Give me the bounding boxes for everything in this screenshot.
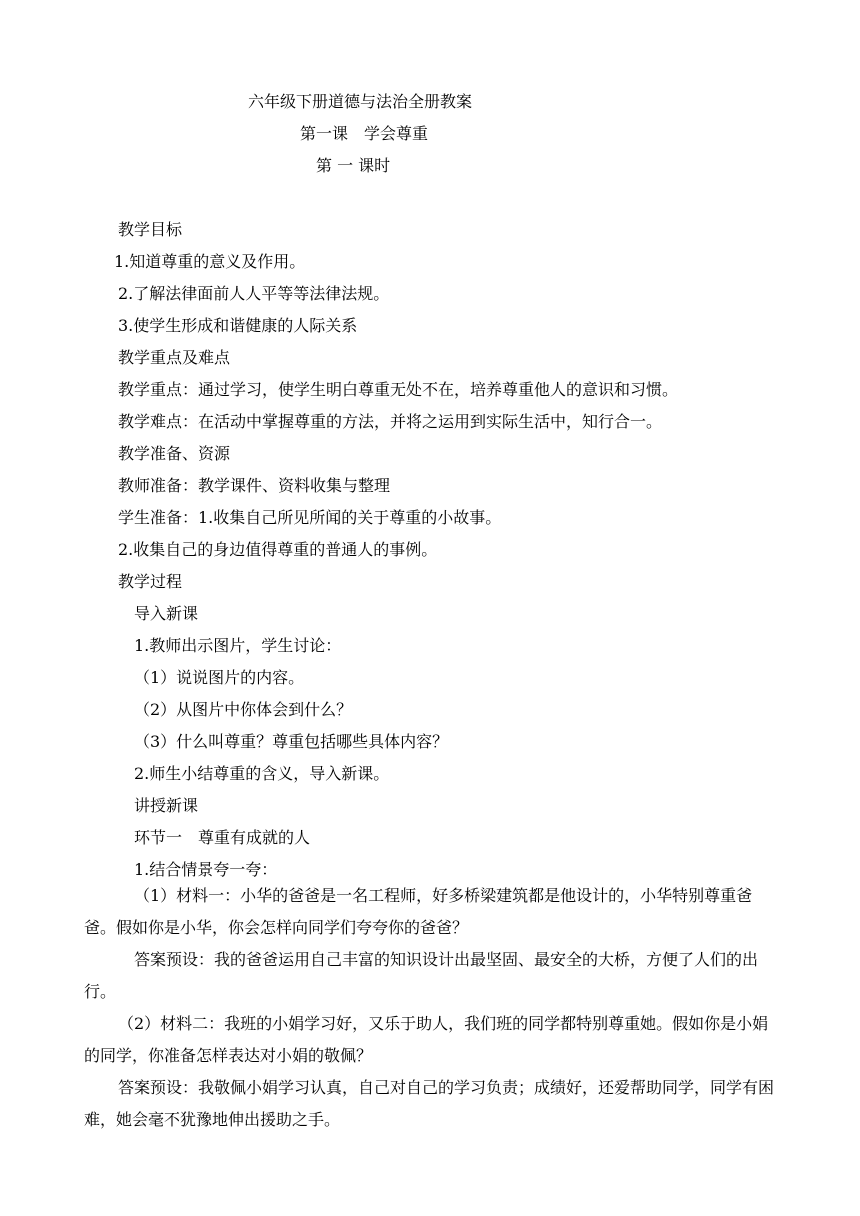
key-point: 教学重点：通过学习，使学生明白尊重无处不在，培养尊重他人的意识和习惯。 bbox=[118, 380, 679, 399]
material-1-paragraph: （1）材料一：小华的爸爸是一名工程师，好多桥梁建筑都是他设计的，小华特别尊重爸爸。假如你是小华，你会怎样向同学们夸夸你的爸爸？ bbox=[84, 886, 753, 937]
intro-item-2: 2.师生小结尊重的含义，导入新课。 bbox=[134, 764, 390, 783]
prep-heading: 教学准备、资源 bbox=[118, 444, 231, 463]
process-heading: 教学过程 bbox=[118, 572, 183, 591]
difficult-point: 教学难点：在活动中掌握尊重的方法，并将之运用到实际生活中，知行合一。 bbox=[118, 412, 663, 431]
student-prep-2: 2.收集自己的身边值得尊重的普通人的事例。 bbox=[118, 540, 438, 559]
student-prep-1: 学生准备：1.收集自己所见所闻的关于尊重的小故事。 bbox=[118, 508, 502, 527]
section-1-heading: 环节一 尊重有成就的人 bbox=[134, 828, 311, 847]
goals-heading: 教学目标 bbox=[118, 220, 183, 239]
answer-1-paragraph: 答案预设：我的爸爸运用自己丰富的知识设计出最坚固、最安全的大桥，方便了人们的出行。 bbox=[84, 950, 759, 1001]
teach-heading: 讲授新课 bbox=[134, 796, 199, 815]
material-2-paragraph: （2）材料二：我班的小娟学习好，又乐于助人，我们班的同学都特别尊重她。假如你是小娟的同学，你准备怎样表达对小娟的敬佩？ bbox=[84, 1014, 769, 1065]
period-title: 第 一 课时 bbox=[316, 156, 391, 175]
document-title: 六年级下册道德与法治全册教案 bbox=[248, 92, 473, 111]
goal-1: 1.知道尊重的意义及作用。 bbox=[114, 252, 306, 271]
lesson-title: 第一课 学会尊重 bbox=[300, 124, 429, 143]
teacher-prep: 教师准备：教学课件、资料收集与整理 bbox=[118, 476, 391, 495]
goal-3: 3.使学生形成和谐健康的人际关系 bbox=[118, 316, 358, 335]
intro-heading: 导入新课 bbox=[134, 604, 199, 623]
intro-item-1: 1.教师出示图片，学生讨论： bbox=[134, 636, 342, 655]
section-1-item-1: 1.结合情景夸一夸： bbox=[134, 860, 278, 879]
goal-2: 2.了解法律面前人人平等等法律法规。 bbox=[118, 284, 390, 303]
intro-question-3: （3）什么叫尊重？尊重包括哪些具体内容？ bbox=[134, 732, 449, 751]
answer-2-paragraph: 答案预设：我敬佩小娟学习认真，自己对自己的学习负责；成绩好，还爱帮助同学，同学有困难，她会毫不犹豫地伸出援助之手。 bbox=[84, 1078, 775, 1129]
intro-question-1: （1）说说图片的内容。 bbox=[134, 668, 305, 687]
key-heading: 教学重点及难点 bbox=[118, 348, 231, 367]
intro-question-2: （2）从图片中你体会到什么？ bbox=[134, 700, 353, 719]
